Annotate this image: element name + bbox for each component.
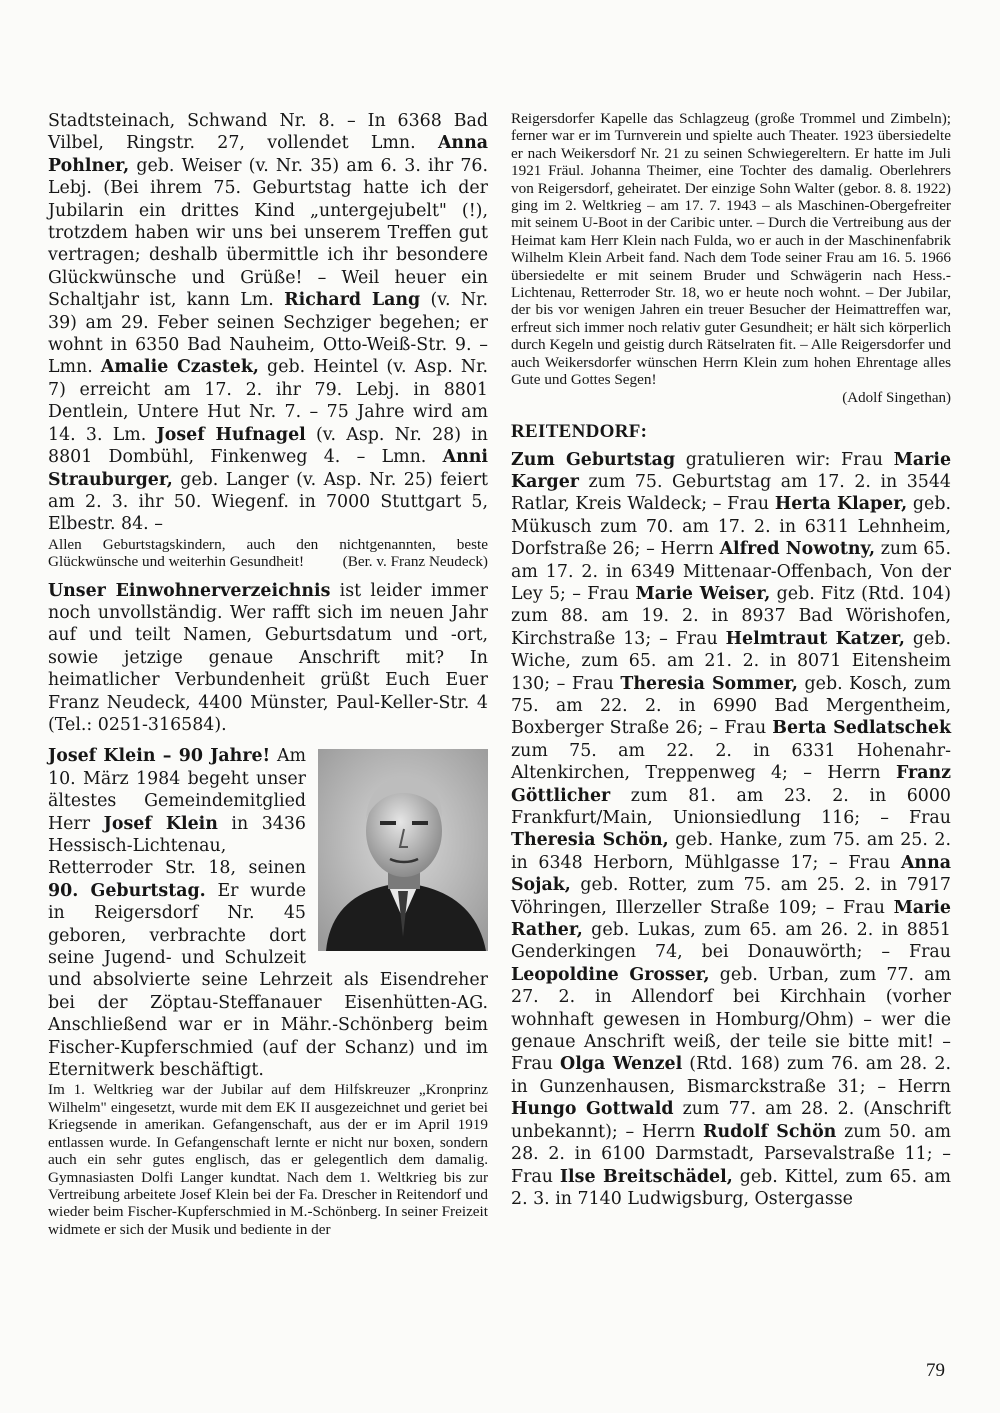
bold-name-run: Alfred Nowotny,	[719, 539, 876, 560]
bold-name-run: Olga Wenzel	[560, 1054, 683, 1075]
text-run: (v. Asp. Nr. 28) in 8801 Dombühl, Finkenweg 4. – Lmn.	[48, 424, 488, 468]
bold-name-run: Richard Lang	[284, 290, 421, 311]
text-run: zum 81. am 23. 2. in 6000 Frankfurt/Main, Unionsiedlung 116; – Frau	[511, 785, 951, 828]
report-credit: (Ber. v. Franz Neudeck)	[342, 553, 488, 571]
bold-name-run: Marie Karger	[511, 449, 952, 492]
text-run: geb. Heintel (v. Asp. Nr. 7) erreicht am 17. 2. ihr 79. Lebj. in 8801 Dentlein, Untere Hut Nr. 7. – 75 Jahre wird am 14. 3. Lm.	[48, 357, 489, 445]
bold-name-run: Josef Klein – 90 Jahre!	[48, 746, 271, 767]
text-run: geb. Kosch, zum 75. am 22. 2. in 6990 Bad Mergentheim, Boxberger Straße 26; – Frau	[511, 673, 951, 739]
bold-name-run: Amalie Czastek,	[100, 357, 259, 378]
bold-name-run: Berta Sedlatschek	[772, 718, 951, 739]
text-run: Er wurde in Reigersdorf Nr. 45 geboren, verbrachte dort seine Jugend- und Schulzeit und absolvierte seine Lehrzeit als Eisendreher bei der Zöptau-Steffanauer Eisenhütten-AG. Anschließend war er in Mähr.-Schönberg beim Fischer-Kupferschmied (auf der Schanz) und im Eternitwerk beschäftigt.	[48, 880, 488, 1081]
bold-name-run: Marie Rather,	[511, 897, 951, 941]
text-run: geb. Urban, zum 77. am 27. 2. in Allendorf bei Kirchhain (vorher wohnhaft gewesen in Homburg/Ohm) – wer die genaue Anschrift weiß, der teile sie bitte mit! – Frau	[511, 964, 952, 1075]
bold-name-run: Leopoldine Grosser,	[511, 964, 710, 985]
bold-name-run: Hungo Gottwald	[511, 1099, 674, 1120]
bold-name-run: Franz Göttlicher	[511, 763, 951, 806]
text-run: geb. Mükusch zum 70. am 17. 2. in 6311 Lehnheim, Dorfstraße 26; – Herrn	[511, 494, 951, 560]
bold-name-run: Zum Geburtstag	[511, 449, 676, 470]
text-run: zum 50. am 28. 2. in 6100 Darmstadt, Parsevalstraße 11; – Frau	[511, 1121, 951, 1187]
text-run: zum 75. am 22. 2. in 6331 Hohenahr-Altenkirchen, Treppenweg 4; – Herrn	[511, 740, 951, 784]
bold-name-run: Rudolf Schön	[703, 1121, 837, 1142]
text-run: geb. Fitz (Rtd. 104) zum 88. am 19. 2. in 8937 Bad Wörishofen, Kirchstraße 13; – Frau	[511, 583, 951, 649]
bold-name-run: Anna Pohlner,	[48, 133, 488, 176]
text-run: geb. Kittel, zum 65. am 2. 3. in 7140 Ludwigsburg, Ostergasse	[511, 1166, 951, 1209]
bold-name-run: 90. Geburtstag.	[48, 880, 206, 901]
resident-directory-paragraph	[48, 580, 488, 737]
text-run: Am 10. März 1984 begeht unser ältestes Gemeindemitglied Herr	[48, 746, 306, 834]
page-number: 79	[926, 1360, 945, 1381]
text-run: geb. Langer (v. Asp. Nr. 25) feiert am 2. 3. ihr 50. Wiegenf. in 7000 Stuttgart 5, Elbestr. 84. –	[48, 469, 488, 535]
bold-name-run: Marie Weiser,	[635, 583, 771, 604]
section-heading-reitendorf: REITENDORF:	[511, 420, 648, 442]
greetings-paragraph	[48, 536, 488, 571]
bold-name-run: Herta Klaper,	[774, 494, 908, 515]
text-run: gratulieren wir: Frau	[675, 449, 894, 470]
text-run: in 3436 Hessisch-Lichtenau, Retterroder Str. 18, seinen	[48, 813, 306, 879]
text-run: geb. Weiser (v. Nr. 35) am 6. 3. ihr 76. Lebj. (Bei ihrem 75. Geburtstag hatte ich der Jubilarin ein drittes Kind „untergejubelt" (!), trotzdem haben wir uns bei unserem Treffen gut vertragen; deshalb übermittle ich ihr besondere Glückwünsche und Grüße! – Weil heuer ein Schaltjahr ist, kann Lm.	[48, 155, 488, 311]
reitendorf-birthdays-paragraph	[511, 449, 951, 1211]
josef-klein-continuation: Reigersdorfer Kapelle das Schlagzeug (große Trommel und Zimbeln); ferner war er im Turnverein und spielte auch Theater. 1923 übersiedelte er nach Weikersdorf Nr. 21 zu seinen Schwiegereltern. Er hatte im Juli 1921 Fräul. Johanna Theimer, eine Tochter des damalig. Oberlehrers von Reigersdorf, geheiratet. Der einzige Sohn Walter (gebor. 8. 8. 1922) ging im 2. Weltkrieg – am 17. 7. 1943 – als Maschinen-Obergefreiter mit seinem U-Boot in der Caribic unter. – Durch die Vertreibung aus der Heimat kam Herr Klein nach Fulda, wo er auch in der Maschinenfabrik Wilhelm Klein Arbeit fand. Nach dem Tode seiner Frau am 16. 5. 1966 übersiedelte er mit seinem Bruder und Schwägerin nach Hess.-Lichtenau, Retterroder Str. 18, wo er heute noch wohnt. – Der Jubilar, der bis vor wenigen Jahren ein treuer Besucher der Heimattreffen war, erfreut sich immer noch relativ guter Gesundheit; er hält sich körperlich durch Kegeln und geistig durch Rätselraten fit. – Alle Reigersdorfer und auch Weikersdorfer wünschen Herrn Klein zum hohen Ehrentage alles Gute und Gottes Segen!	[511, 110, 951, 389]
text-run: (v. Nr. 39) am 29. Feber seinen Sechziger begehen; er wohnt in 6350 Bad Nauheim, Otto-Weiß-Str. 9. – Lmn.	[48, 290, 488, 378]
portrait-photo	[318, 749, 488, 951]
text-run: geb. Rotter, zum 75. am 25. 2. in 7917 Vöhringen, Illerzeller Straße 109; – Frau	[511, 875, 951, 918]
text-run: ist leider immer noch unvollständig. Wer rafft sich im neuen Jahr auf und teilt Namen, Geburtsdatum und -ort, sowie jetzige genaue Anschrift mit? In heimatlicher Verbundenheit grüßt Euch Euer Franz Neudeck, 4400 Münster, Paul-Keller-Str. 4 (Tel.: 0251-316584).	[48, 580, 488, 735]
bold-name-run: Unser Einwohnerverzeichnis	[48, 580, 331, 601]
bold-name-run: Ilse Breitschädel,	[559, 1166, 733, 1187]
text-run: zum 77. am 28. 2. (Anschrift unbekannt); – Herrn	[511, 1099, 951, 1142]
birthday-paragraph-1	[48, 110, 488, 536]
text-run: Stadtsteinach, Schwand Nr. 8. – In 6368 Bad Vilbel, Ringstr. 27, vollendet Lmn.	[48, 111, 488, 154]
text-run: geb. Lukas, zum 65. am 26. 2. in 8851 Genderkingen 74, bei Donauwörth; – Frau	[511, 920, 951, 963]
greetings-text: Allen Geburtstagskindern, auch den nichtgenannten, beste Glückwünsche und weiterhin Gesundheit!	[48, 535, 488, 571]
right-column	[511, 110, 951, 1210]
bold-name-run: Theresia Schön,	[511, 830, 669, 851]
bold-name-run: Helmtraut Katzer,	[725, 628, 905, 649]
left-column	[48, 110, 488, 1238]
bold-name-run: Anni Strauburger,	[48, 447, 488, 490]
text-run: zum 75. Geburtstag am 17. 2. in 3544 Ratlar, Kreis Waldeck; – Frau	[511, 471, 951, 515]
text-run: geb. Wiche, zum 65. am 21. 2. in 8071 Eitensheim 130; – Frau	[511, 628, 951, 694]
bold-name-run: Josef Klein	[103, 813, 218, 834]
text-run: zum 65. am 17. 2. in 6349 Mittenaar-Offenbach, Von der Ley 5; – Frau	[511, 539, 951, 604]
bold-name-run: Theresia Sommer,	[620, 673, 798, 694]
text-run: geb. Hanke, zum 75. am 25. 2. in 6348 Herborn, Mühlgasse 17; – Frau	[511, 830, 951, 873]
josef-klein-biography: Im 1. Weltkrieg war der Jubilar auf dem Hilfskreuzer „Kronprinz Wilhelm" eingesetzt, wurde mit dem EK II ausgezeichnet und geriet bei Kriegsende in amerikan. Gefangenschaft, aus der er im April 1919 entlassen wurde. In Gefangenschaft lernte er nicht nur boxen, sondern auch ein sehr gutes englisch, das er gelegentlich dem damalig. Gymnasiasten Dolfi Langer kundtat. Nach dem 1. Weltkrieg bis zur Vertreibung arbeitete Josef Klein bei der Fa. Drescher in Reitendorf und wieder beim Fischer-Kupferschmied in M.-Schönberg. In seiner Freizeit widmete er sich der Musik und bediente in der	[48, 1081, 488, 1238]
text-run: (Rtd. 168) zum 76. am 28. 2. in Gunzenhausen, Bismarckstraße 31; – Herrn	[511, 1054, 951, 1097]
bold-name-run: Josef Hufnagel	[156, 424, 306, 445]
author-signature: (Adolf Singethan)	[842, 389, 951, 406]
bold-name-run: Anna Sojak,	[511, 852, 951, 896]
